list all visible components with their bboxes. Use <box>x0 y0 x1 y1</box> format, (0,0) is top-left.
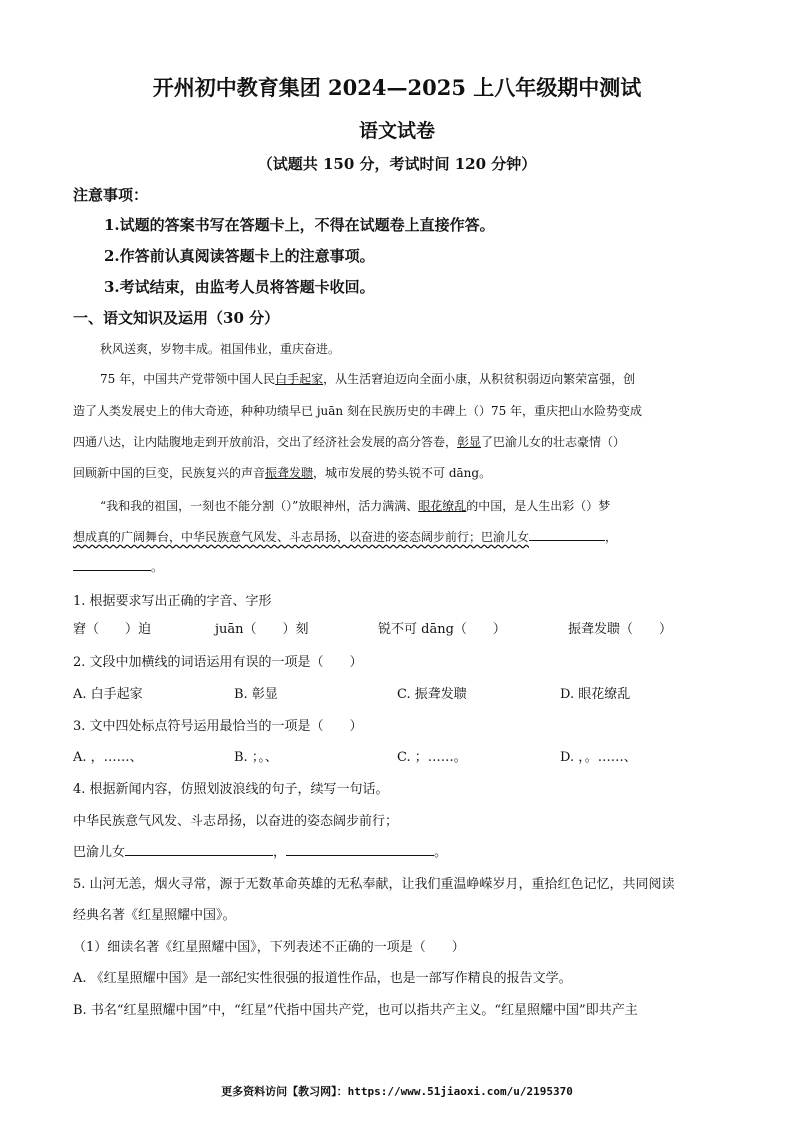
passage-text: “我和我的祖国，一刻也不能分割（）”放眼神州，活力满满、 <box>100 499 419 513</box>
passage-line <box>73 433 625 450</box>
q1-item: 振聋发聩（ ） <box>568 622 673 637</box>
question-stem: 4. 根据新闻内容，仿照划波浪线的句子，续写一句话。 <box>73 782 389 797</box>
passage-text: ，从生活窘迫迈向全面小康，从积贫积弱迈向繁荣富强，创 <box>323 372 636 386</box>
q4-answer-line <box>73 841 447 860</box>
q2-option-b[interactable]: B. 彰显 <box>234 687 278 702</box>
section-heading: 一、语文知识及运用（30 分） <box>73 309 280 327</box>
passage-paragraph: 秋风送爽，岁物丰成。祖国伟业，重庆奋进。 <box>100 342 341 356</box>
punct: ， <box>273 845 287 860</box>
question-stem: 5. 山河无恙，烟火寻常，源于无数革命英雄的无私奉献，让我们重温峥嵘岁月，重拾红色记忆，共同阅读 <box>73 877 675 892</box>
exam-title: 开州初中教育集团 2024—2025 上八年级期中测试 <box>152 75 642 100</box>
q1-item: 窘（ ）迫 <box>73 622 152 637</box>
q2-option-c[interactable]: C. 振聋发聩 <box>397 687 467 702</box>
q4-answer-prefix: 巴渝儿女 <box>73 845 126 860</box>
passage-text: 了巴渝儿女的壮志豪情（） <box>481 435 626 449</box>
passage-text: 四通八达，让内陆腹地走到开放前沿，交出了经济社会发展的高分答卷， <box>73 435 458 449</box>
passage-text: 75 年，中国共产党带领中国人民 <box>100 372 276 386</box>
q1-item: 锐不可 dāng（ ） <box>378 622 506 637</box>
q5-option-b[interactable]: B. 书名“红星照耀中国”中，“红星”代指中国共产党，也可以指共产主义。“红星照耀中国”即共产主 <box>73 1003 638 1018</box>
q2-option-a[interactable]: A. 白手起家 <box>73 687 143 702</box>
q3-option-d[interactable]: D. ，。……、 <box>560 750 637 765</box>
answer-blank[interactable] <box>73 558 151 571</box>
answer-blank[interactable] <box>529 528 605 541</box>
notice-heading: 注意事项： <box>73 186 149 204</box>
q4-model: 中华民族意气风发、斗志昂扬，以奋进的姿态阔步前行； <box>73 814 399 829</box>
question-stem: 3. 文中四处标点符号运用最恰当的一项是（ ） <box>73 719 363 734</box>
punct: ， <box>605 530 618 544</box>
passage-text: ，城市发展的势头锐不可 dāng。 <box>313 466 492 480</box>
passage-line <box>100 497 610 514</box>
footer-link[interactable]: 更多资料访问【教习网】：https://www.51jiaoxi.com/u/2195370 <box>221 1085 573 1098</box>
q2-option-d[interactable]: D. 眼花缭乱 <box>560 687 631 702</box>
underlined-term: 白手起家 <box>275 372 324 386</box>
answer-blank[interactable] <box>286 843 434 856</box>
notice-item: 3.考试结束，由监考人员将答题卡收回。 <box>104 278 375 296</box>
underlined-term: 眼花缭乱 <box>418 499 467 513</box>
exam-info: （试题共 150 分，考试时间 120 分钟） <box>257 155 537 173</box>
passage-line <box>73 528 617 545</box>
passage-text: 回顾新中国的巨变，民族复兴的声音 <box>73 466 266 480</box>
q3-option-b[interactable]: B. ；。、 <box>234 750 278 765</box>
question-stem: 1. 根据要求写出正确的字音、字形 <box>73 594 272 609</box>
wavy-sentence: 想成真的广阔舞台，中华民族意气风发、斗志昂扬，以奋进的姿态阔步前行；巴渝儿女 <box>73 530 530 544</box>
notice-item: 2.作答前认真阅读答题卡上的注意事项。 <box>104 247 375 265</box>
notice-item: 1.试题的答案书写在答题卡上，不得在试题卷上直接作答。 <box>104 216 495 234</box>
punct: 。 <box>434 845 448 860</box>
passage-line <box>100 370 635 387</box>
exam-subtitle: 语文试卷 <box>358 120 435 142</box>
q1-item: juān（ ）刻 <box>215 622 309 637</box>
answer-blank[interactable] <box>125 843 273 856</box>
q3-option-c[interactable]: C. ；……。 <box>397 750 467 765</box>
underlined-term: 振聋发聩 <box>265 466 314 480</box>
passage-text: 的中国，是人生出彩（）梦 <box>466 499 611 513</box>
passage-line <box>73 558 163 575</box>
q5-subquestion: （1）细读名著《红星照耀中国》，下列表述不正确的一项是（ ） <box>73 940 465 955</box>
question-stem: 2. 文段中加横线的词语运用有误的一项是（ ） <box>73 655 363 670</box>
q3-option-a[interactable]: A. ，……、 <box>73 750 143 765</box>
underlined-term: 彰显 <box>457 435 482 449</box>
passage-line <box>73 464 491 481</box>
punct: 。 <box>151 560 164 574</box>
question-stem: 经典名著《红星照耀中国》。 <box>73 908 236 923</box>
q5-option-a[interactable]: A. 《红星照耀中国》是一部纪实性很强的报道性作品，也是一部写作精良的报告文学。 <box>73 971 572 986</box>
passage-line: 造了人类发展史上的伟大奇迹，种种功绩早已 juān 刻在民族历史的丰碑上（）75 年，重庆把山水险势变成 <box>73 404 643 418</box>
